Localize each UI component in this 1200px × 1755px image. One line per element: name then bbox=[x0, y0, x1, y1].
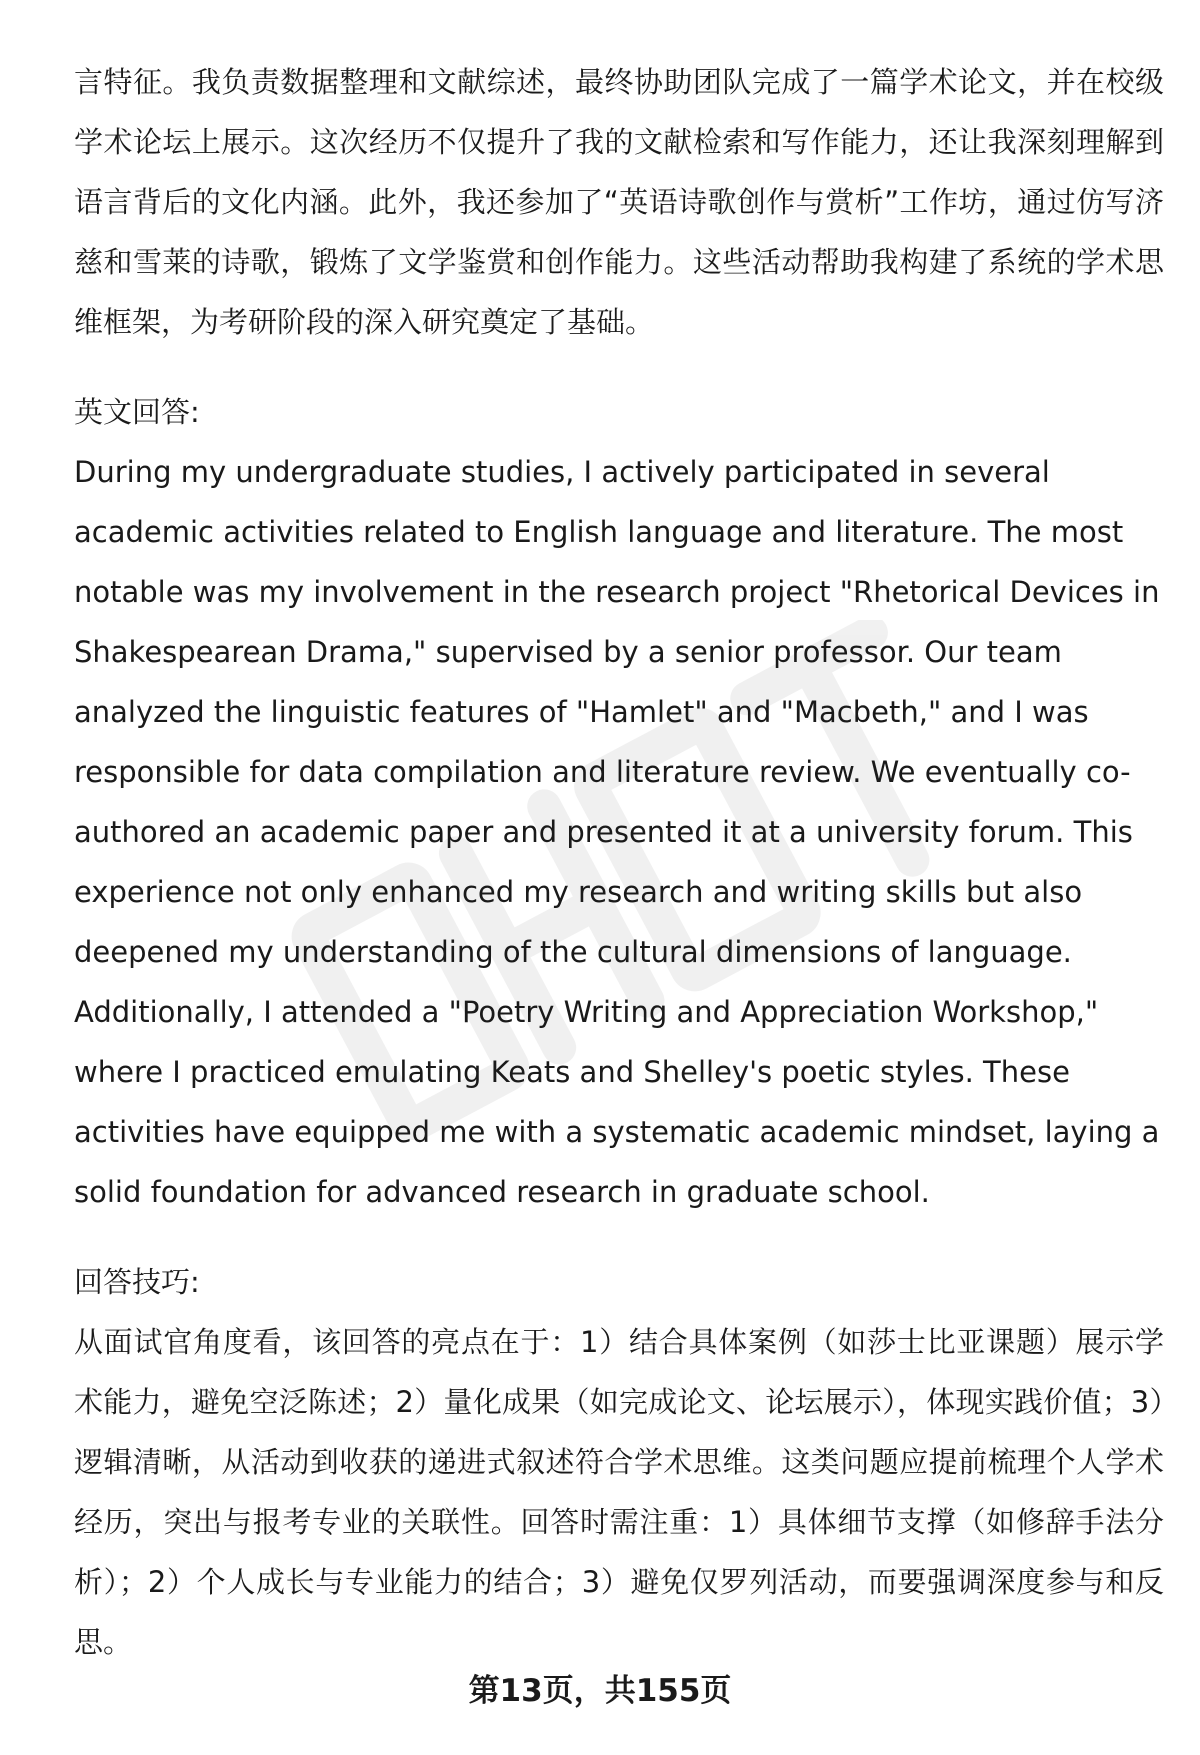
section-gap bbox=[74, 1222, 1164, 1252]
english-answer-body: During my undergraduate studies, I actively participated in several academic activities related to English language and literature. The most notable was my involvement in the research project "Rhetorical Devices in Shakespearean Drama," supervised by a senior professor. Our team analyzed the linguistic features of "Hamlet" and "Macbeth," and I was responsible for data compilation and literature review. We eventually co-authored an academic paper and presented it at a university forum. This experience not only enhanced my research and writing skills but also deepened my understanding of the cultural dimensions of language. Additionally, I attended a "Poetry Writing and Appreciation Workshop," where I practiced emulating Keats and Shelley's poetic styles. These activities have equipped me with a systematic academic mindset, laying a solid foundation for advanced research in graduate school. bbox=[74, 455, 1160, 1209]
document-page bbox=[74, 52, 1164, 1672]
tips-heading: 回答技巧: bbox=[74, 1265, 200, 1299]
english-answer-heading: 英文回答: bbox=[74, 395, 200, 429]
intro-paragraph: 言特征。我负责数据整理和文献综述，最终协助团队完成了一篇学术论文，并在校级学术论坛上展示。这次经历不仅提升了我的文献检索和写作能力，还让我深刻理解到语言背后的文化内涵。此外，我还参加了“英语诗歌创作与赏析”工作坊，通过仿写济慈和雪莱的诗歌，锻炼了文学鉴赏和创作能力。这些活动帮助我构建了系统的学术思维框架，为考研阶段的深入研究奠定了基础。 bbox=[74, 65, 1164, 339]
page-number: 第13页，共155页 bbox=[468, 1673, 732, 1709]
tips-body: 从面试官角度看，该回答的亮点在于：1）结合具体案例（如莎士比亚课题）展示学术能力，避免空泛陈述；2）量化成果（如完成论文、论坛展示），体现实践价值；3）逻辑清晰，从活动到收获的递进式叙述符合学术思维。这类问题应提前梳理个人学术经历，突出与报考专业的关联性。回答时需注重：1）具体细节支撑（如修辞手法分析）；2）个人成长与专业能力的结合；3）避免仅罗列活动，而要强调深度参与和反思。 bbox=[74, 1325, 1164, 1659]
section-gap bbox=[74, 352, 1164, 382]
